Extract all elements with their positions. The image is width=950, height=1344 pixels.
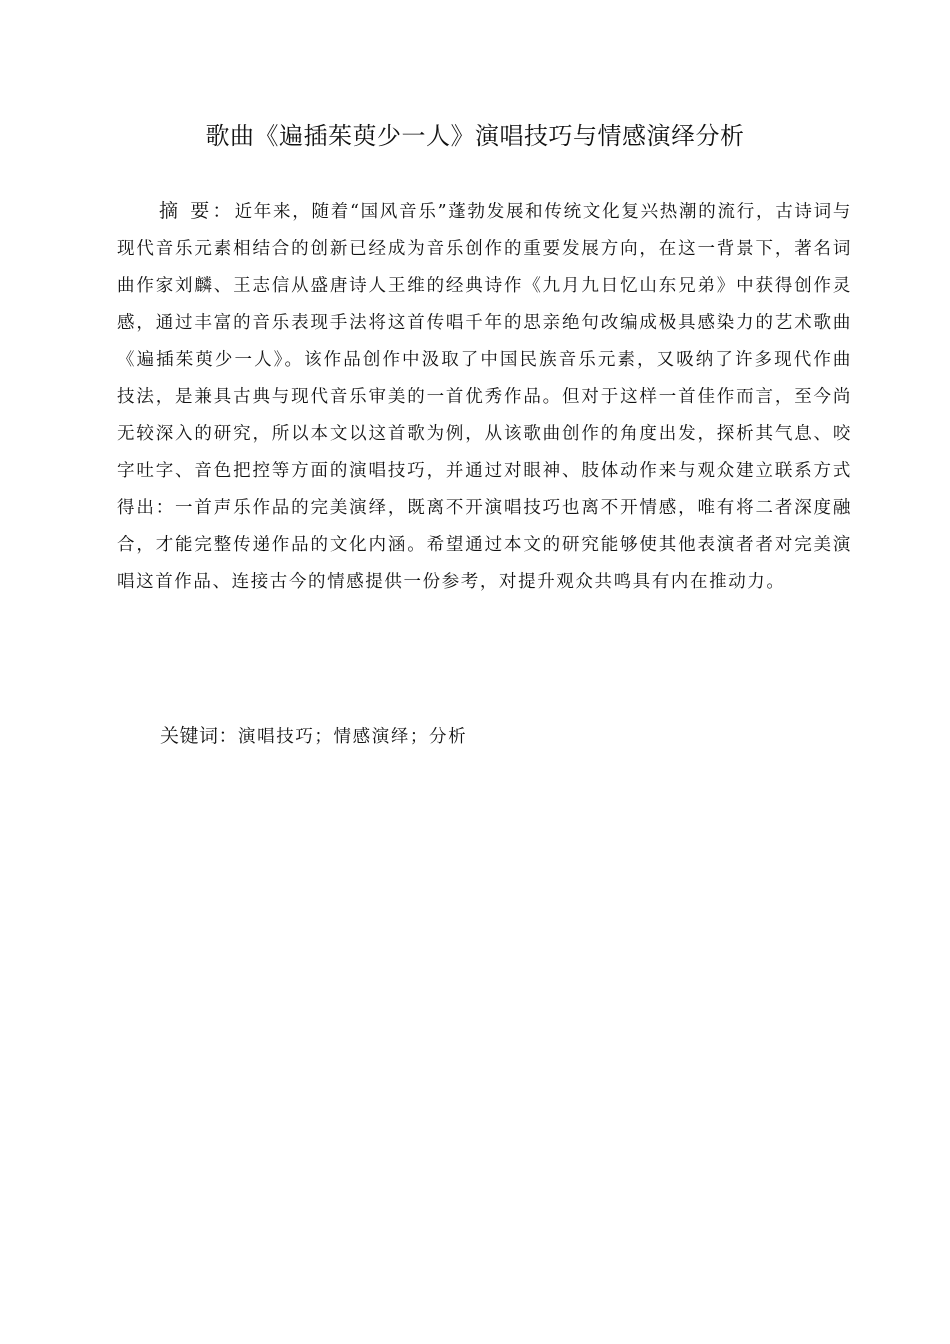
abstract-paragraph	[117, 193, 852, 601]
abstract-text: 近年来，随着“国风音乐”蓬勃发展和传统文化复兴热潮的流行，古诗词与现代音乐元素相结合的创新已经成为音乐创作的重要发展方向，在这一背景下，著名词曲作家刘麟、王志信从盛唐诗人王维的经典诗作《九月九日忆山东兄弟》中获得创作灵感，通过丰富的音乐表现手法将这首传唱千年的思亲绝句改编成极具感染力的艺术歌曲《遍插茱萸少一人》。该作品创作中汲取了中国民族音乐元素，又吸纳了许多现代作曲技法，是兼具古典与现代音乐审美的一首优秀作品。但对于这样一首佳作而言，至今尚无较深入的研究，所以本文以这首歌为例，从该歌曲创作的角度出发，探析其气息、咬字吐字、音色把控等方面的演唱技巧，并通过对眼神、肢体动作来与观众建立联系方式得出：一首声乐作品的完美演绎，既离不开演唱技巧也离不开情感，唯有将二者深度融合，才能完整传递作品的文化内涵。希望通过本文的研究能够使其他表演者者对完美演唱这首作品、连接古今的情感提供一份参考，对提升观众共鸣具有内在推动力。	[117, 202, 852, 592]
keywords-line	[160, 718, 860, 755]
keywords-label: 关键词：	[160, 725, 239, 747]
keywords-text: 演唱技巧；情感演绎；分析	[238, 727, 468, 747]
document-title: 歌曲《遍插茱萸少一人》演唱技巧与情感演绎分析	[205, 122, 745, 150]
abstract-label: 摘 要：	[159, 200, 235, 222]
